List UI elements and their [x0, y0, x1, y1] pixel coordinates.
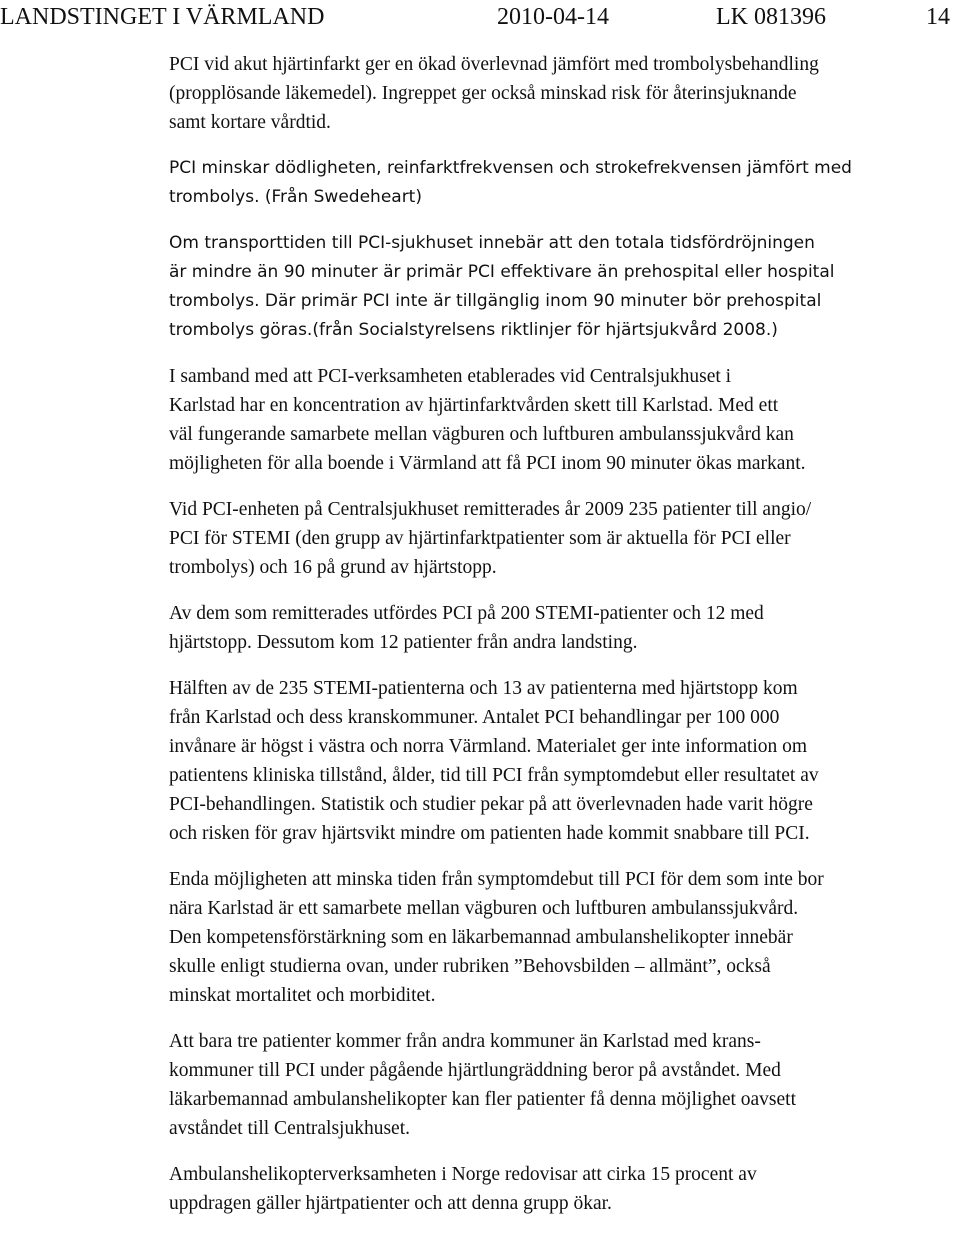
page-header: [0, 0, 960, 36]
text-line: trombolys göras.(från Socialstyrelsens riktlinjer för hjärtsjukvård 2008.): [169, 320, 778, 340]
text-line: väl fungerande samarbete mellan vägburen och luftburen ambulanssjukvård kan: [169, 424, 794, 445]
text-line: avståndet till Centralsjukhuset.: [169, 1118, 410, 1139]
text-line: PCI vid akut hjärtinfarkt ger en ökad överlevnad jämfört med trombolysbehandling: [169, 54, 819, 75]
header-organization: LANDSTINGET I VÄRMLAND: [0, 4, 325, 30]
text-line: Den kompetensförstärkning som en läkarbemannad ambulanshelikopter innebär: [169, 927, 793, 948]
paragraph-referrals-2009: [169, 495, 959, 582]
text-line: trombolys) och 16 på grund av hjärtstopp.: [169, 557, 497, 578]
text-line: Vid PCI-enheten på Centralsjukhuset remitterades år 2009 235 patienter till angio/: [169, 499, 812, 520]
text-line: (propplösande läkemedel). Ingreppet ger också minskad risk för återinsjuknande: [169, 83, 797, 104]
paragraph-norway: [169, 1160, 959, 1218]
text-line: I samband med att PCI-verksamheten etablerades vid Centralsjukhuset i: [169, 366, 732, 387]
paragraph-pci-mortality: [169, 154, 959, 212]
text-line: Hälften av de 235 STEMI-patienterna och 13 av patienterna med hjärtstopp kom: [169, 678, 798, 699]
text-line: och risken för grav hjärtsvikt mindre om patienten hade kommit snabbare till PCI.: [169, 823, 810, 844]
text-line: hjärtstopp. Dessutom kom 12 patienter från andra landsting.: [169, 632, 638, 653]
text-line: Karlstad har en koncentration av hjärtinfarktvården skett till Karlstad. Med ett: [169, 395, 779, 416]
text-line: Enda möjligheten att minska tiden från symptomdebut till PCI för dem som inte bor: [169, 869, 824, 890]
text-line: PCI för STEMI (den grupp av hjärtinfarktpatienter som är aktuella för PCI eller: [169, 528, 791, 549]
text-line: Om transporttiden till PCI-sjukhuset innebär att den totala tidsfördröjningen: [169, 233, 815, 253]
text-line: Att bara tre patienter kommer från andra kommuner än Karlstad med krans-: [169, 1031, 761, 1052]
text-line: invånare är högst i västra och norra Värmland. Materialet ger inte information om: [169, 736, 808, 757]
text-line: Ambulanshelikopterverksamheten i Norge redovisar att cirka 15 procent av: [169, 1164, 757, 1185]
paragraph-pci-survival: [169, 50, 959, 137]
text-line: från Karlstad och dess kranskommuner. Antalet PCI behandlingar per 100 000: [169, 707, 780, 728]
header-date: 2010-04-14: [497, 4, 609, 30]
paragraph-transport-time: [169, 229, 959, 345]
text-line: är mindre än 90 minuter är primär PCI effektivare än prehospital eller hospital: [169, 262, 835, 282]
text-line: PCI-behandlingen. Statistik och studier pekar på att överlevnaden hade varit högre: [169, 794, 813, 815]
paragraph-half-of-patients: [169, 674, 959, 848]
paragraph-karlstad-concentration: [169, 362, 959, 478]
text-line: samt kortare vårdtid.: [169, 112, 331, 133]
text-line: möjligheten för alla boende i Värmland att få PCI inom 90 minuter ökas markant.: [169, 453, 806, 474]
header-page-number: 14: [926, 4, 950, 30]
text-line: kommuner till PCI under pågående hjärtlungräddning beror på avståndet. Med: [169, 1060, 781, 1081]
text-line: minskat mortalitet och morbiditet.: [169, 985, 436, 1006]
text-line: PCI minskar dödligheten, reinfarktfrekvensen och strokefrekvensen jämfört med: [169, 158, 852, 178]
text-line: nära Karlstad är ett samarbete mellan vägburen och luftburen ambulanssjukvård.: [169, 898, 799, 919]
paragraph-only-option: [169, 865, 959, 1010]
text-line: trombolys. Där primär PCI inte är tillgänglig inom 90 minuter bör prehospital: [169, 291, 822, 311]
text-line: skulle enligt studierna ovan, under rubriken ”Behovsbilden – allmänt”, också: [169, 956, 771, 977]
text-line: patientens kliniska tillstånd, ålder, tid till PCI från symptomdebut eller resultatet av: [169, 765, 819, 786]
paragraph-three-patients: [169, 1027, 959, 1143]
text-line: läkarbemannad ambulanshelikopter kan fler patienter få denna möjlighet oavsett: [169, 1089, 797, 1110]
header-reference: LK 081396: [716, 4, 826, 30]
text-line: uppdragen gäller hjärtpatienter och att denna grupp ökar.: [169, 1193, 612, 1214]
text-line: Av dem som remitterades utfördes PCI på 200 STEMI-patienter och 12 med: [169, 603, 764, 624]
paragraph-pci-performed: [169, 599, 959, 657]
document-body: [169, 50, 959, 1235]
text-line: trombolys. (Från Swedeheart): [169, 187, 422, 207]
